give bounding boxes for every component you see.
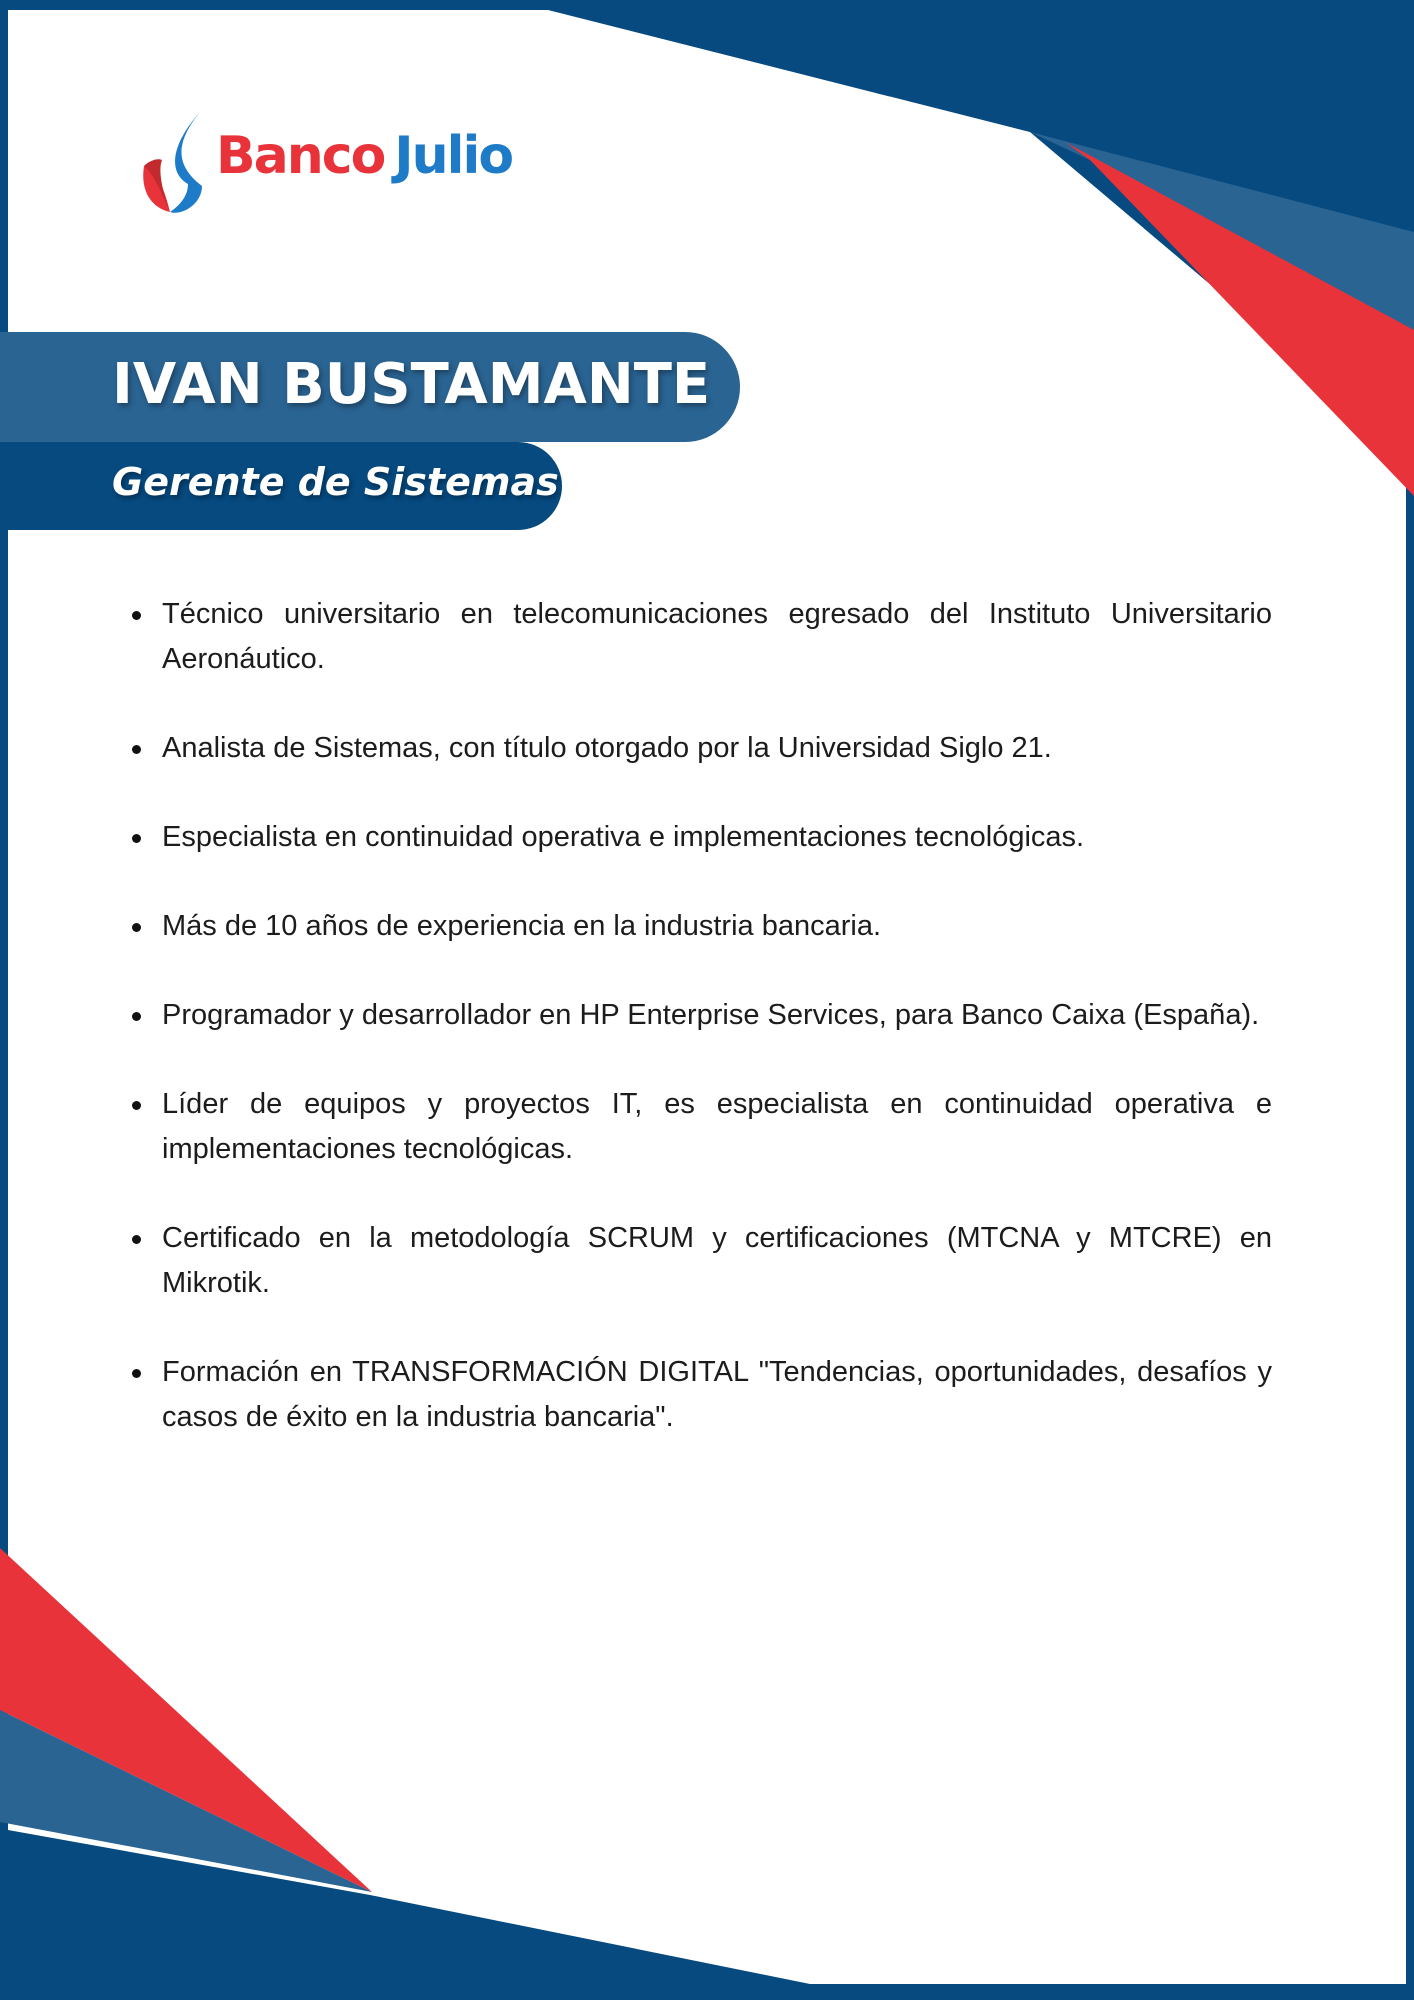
list-item: Analista de Sistemas, con título otorgado por la Universidad Siglo 21. — [162, 726, 1272, 771]
brand-wordmark — [216, 126, 513, 186]
person-name: IVAN BUSTAMANTE — [112, 352, 711, 417]
job-title: Gerente de Sistemas — [112, 460, 559, 504]
brand-logo — [140, 108, 540, 218]
list-item: Formación en TRANSFORMACIÓN DIGITAL "Tendencias, oportunidades, desafíos y casos de éxito en la industria bancaria". — [162, 1350, 1272, 1440]
list-item: Especialista en continuidad operativa e implementaciones tecnológicas. — [162, 815, 1272, 860]
list-item: Programador y desarrollador en HP Enterprise Services, para Banco Caixa (España). — [162, 993, 1272, 1038]
list-item: Líder de equipos y proyectos IT, es especialista en continuidad operativa e implementaciones tecnológicas. — [162, 1082, 1272, 1172]
role-banner — [0, 442, 562, 530]
list-item: Certificado en la metodología SCRUM y certificaciones (MTCNA y MTCRE) en Mikrotik. — [162, 1216, 1272, 1306]
brand-word-banco: Banco — [216, 126, 385, 186]
flame-drop-icon — [140, 108, 210, 218]
list-item: Más de 10 años de experiencia en la industria bancaria. — [162, 904, 1272, 949]
brand-word-julio: Julio — [394, 126, 513, 186]
credentials-list — [162, 592, 1272, 1484]
name-banner — [0, 332, 740, 442]
list-item: Técnico universitario en telecomunicaciones egresado del Instituto Universitario Aeronáutico. — [162, 592, 1272, 682]
